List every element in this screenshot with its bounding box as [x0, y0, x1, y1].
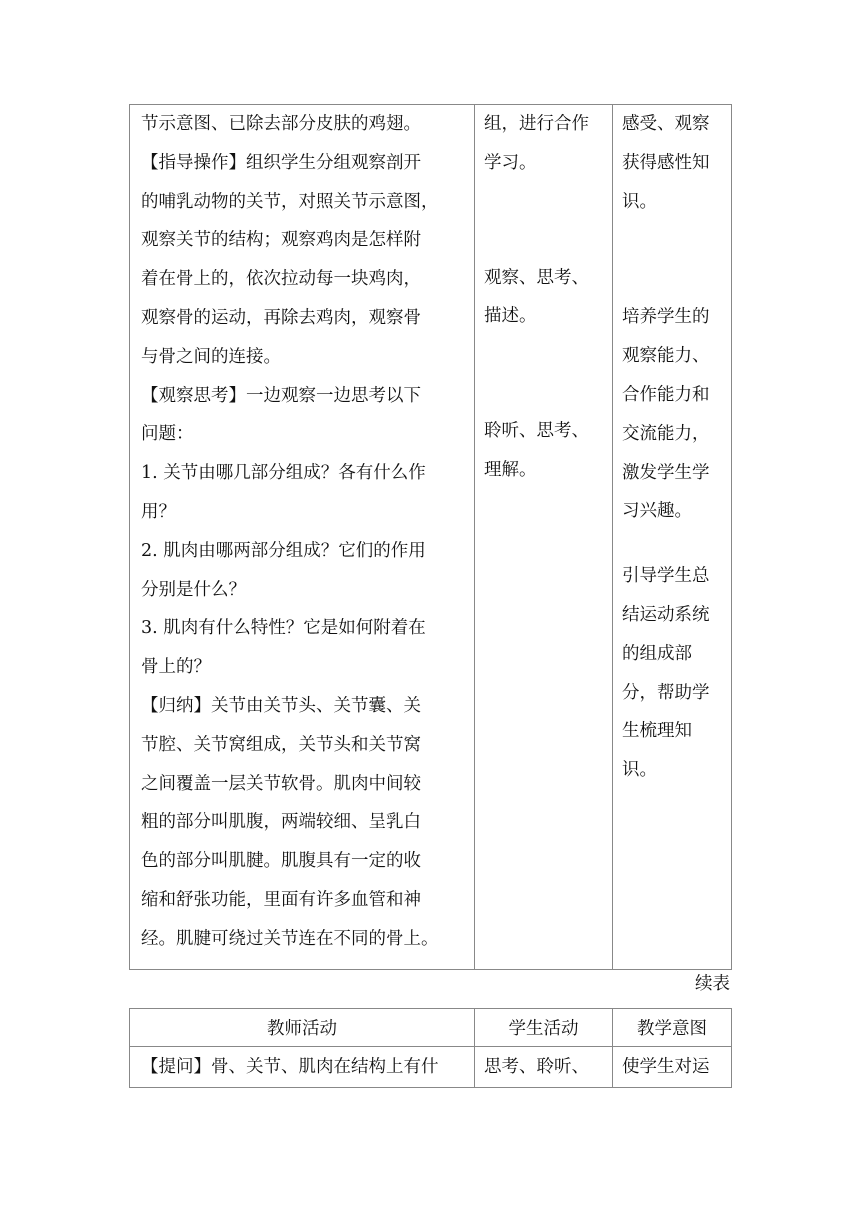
text-line: 观察骨的运动，再除去鸡肉，观察骨: [141, 307, 421, 328]
block-spacer: [484, 183, 606, 259]
text-line: 交流能力，: [622, 423, 710, 444]
text-line: 的哺乳动物的关节，对照关节示意图，: [141, 191, 439, 212]
teaching-purpose-cell: [613, 105, 732, 970]
text-line: 问题：: [141, 424, 194, 445]
text-line: 骨上的？: [141, 657, 211, 678]
block-spacer: [484, 336, 606, 412]
text-line: 引导学生总: [622, 566, 710, 587]
text-line: 合作能力和: [622, 384, 710, 405]
text-line: 3. 肌肉有什么特性？它是如何附着在: [141, 618, 426, 639]
table-row: [130, 1047, 732, 1088]
text-line: 习兴趣。: [622, 501, 692, 522]
text-line: 分，帮助学: [622, 682, 710, 703]
text-line: 【观察思考】一边观察一边思考以下: [141, 385, 421, 406]
teacher-activity-cell: [130, 1047, 475, 1088]
text-line: 学习。: [484, 152, 537, 173]
text-line: 观察、思考、: [484, 267, 589, 288]
teaching-purpose-cell: [613, 1047, 732, 1088]
block-spacer: [622, 221, 725, 298]
continued-label: 续表: [695, 974, 730, 994]
text-line: 用？: [141, 501, 176, 522]
teaching-purpose-text: [613, 105, 731, 790]
teacher-activity-text: [130, 105, 474, 959]
text-line: 经。肌腱可绕过关节连在不同的骨上。: [141, 928, 439, 949]
text-line: 2. 肌肉由哪两部分组成？它们的作用: [141, 540, 426, 561]
text-line: 之间覆盖一层关节软骨。肌肉中间较: [141, 773, 421, 794]
text-line: 粗的部分叫肌腹，两端较细、呈乳白: [141, 812, 421, 833]
teacher-activity-cell: [130, 105, 475, 970]
text-line: 分别是什么？: [141, 579, 246, 600]
header-teacher-activity: 教师活动: [130, 1009, 475, 1047]
text-line: 【归纳】关节由关节头、关节囊、关: [141, 695, 421, 716]
text-line: 节腔、关节窝组成，关节头和关节窝: [141, 734, 421, 755]
text-line: 聆听、思考、: [484, 421, 589, 442]
text-line: 色的部分叫肌腱。肌腹具有一定的收: [141, 851, 421, 872]
text-line: 的组成部: [622, 643, 692, 664]
continued-table: [129, 1008, 732, 1088]
text-line: 识。: [622, 191, 657, 212]
teaching-purpose-text: 使学生对运: [622, 1056, 710, 1077]
text-line: 生梳理知: [622, 721, 692, 742]
text-line: 激发学生学: [622, 462, 710, 483]
table-row: [130, 105, 732, 970]
text-line: 与骨之间的连接。: [141, 346, 281, 367]
student-activity-cell: [475, 1047, 613, 1088]
text-line: 识。: [622, 760, 657, 781]
student-activity-text: 思考、聆听、: [484, 1056, 589, 1077]
table-header-row: [130, 1009, 732, 1047]
text-line: 描述。: [484, 306, 537, 327]
text-line: 感受、观察: [622, 114, 710, 134]
text-line: 【指导操作】组织学生分组观察剖开: [141, 152, 421, 173]
header-teaching-purpose: 教学意图: [613, 1009, 732, 1047]
text-line: 组，进行合作: [484, 114, 589, 134]
text-line: 获得感性知: [622, 152, 710, 173]
text-line: 观察关节的结构；观察鸡肉是怎样附: [141, 230, 421, 251]
lesson-table: [129, 104, 732, 970]
student-activity-text: [475, 105, 612, 490]
student-activity-cell: [475, 105, 613, 970]
text-line: 缩和舒张功能，里面有许多血管和神: [141, 889, 421, 910]
text-line: 着在骨上的，依次拉动每一块鸡肉，: [141, 269, 421, 290]
text-line: 节示意图、已除去部分皮肤的鸡翅。: [141, 114, 421, 134]
teacher-activity-text: 【提问】骨、关节、肌肉在结构上有什: [141, 1056, 439, 1077]
block-spacer: [622, 531, 725, 557]
text-line: 1. 关节由哪几部分组成？各有什么作: [141, 463, 426, 484]
text-line: 观察能力、: [622, 346, 710, 367]
text-line: 结运动系统: [622, 604, 710, 625]
header-student-activity: 学生活动: [475, 1009, 613, 1047]
text-line: 培养学生的: [622, 307, 710, 328]
text-line: 理解。: [484, 459, 537, 480]
